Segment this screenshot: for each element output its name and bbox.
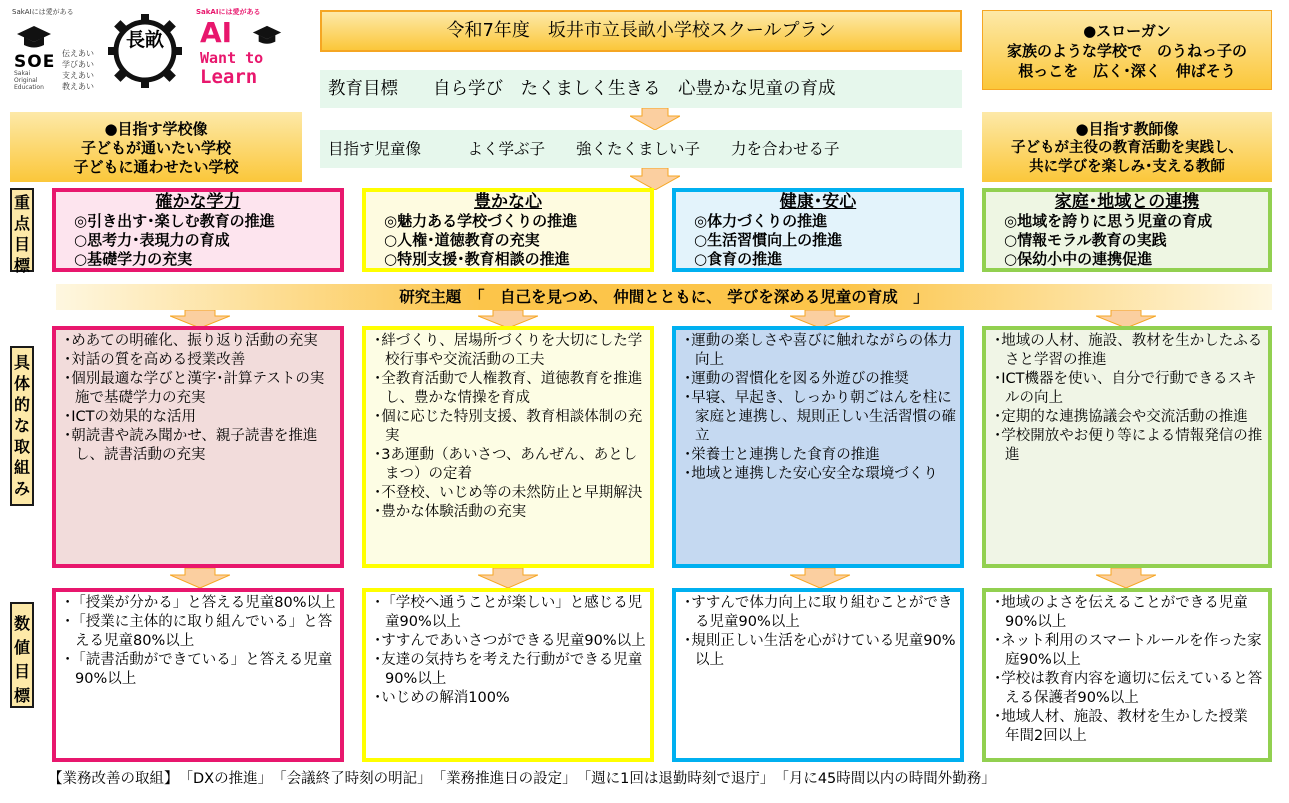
page-title: 令和7年度 坂井市立長畝小学校スクールプラン [446, 20, 836, 41]
targets-heart [362, 588, 654, 762]
action-item: ･不登校、いじめ等の未然防止と早期解決 [374, 485, 643, 501]
slogan-box [982, 10, 1272, 90]
targets-community [982, 588, 1272, 762]
side-char: 組 [13, 458, 30, 477]
action-item: ･ICTの効果的な活用 [64, 409, 197, 425]
action-item: ･学校開放やお便り等による情報発信の推進 [994, 428, 1263, 463]
target-item: ･地域のよさを伝えることができる児童90%以上 [994, 595, 1248, 630]
action-item: ･朝読書や読み聞かせ、親子読書を推進し、読書活動の充実 [64, 428, 318, 463]
actions-community [982, 326, 1272, 568]
child-image-box [320, 130, 962, 168]
target-item: ･「授業が分かる」と答える児童80%以上 [64, 595, 336, 611]
action-item: ･地域と連携した安心安全な環境づくり [684, 466, 938, 482]
action-item: ･定期的な連携協議会や交流活動の推進 [994, 409, 1248, 425]
soe-sub-3: Education [14, 84, 44, 91]
ai-big: AI [200, 16, 233, 49]
down-arrow-icon [1096, 568, 1156, 588]
target-item: ･学校は教育内容を適切に伝えていると答える保護者90%以上 [994, 671, 1263, 706]
action-item: ･3あ運動（あいさつ、あんぜん、あとしまつ）の定着 [374, 447, 638, 482]
goal-item: ◎地域を誇りに思う児童の育成 [1004, 212, 1213, 230]
target-item: ･いじめの解消100% [374, 690, 510, 706]
ai-learn: Learn [200, 66, 258, 88]
side-char: 標 [13, 686, 30, 705]
target-item: ･すすんで体力向上に取り組むことができる児童90%以上 [684, 595, 953, 630]
soe-motto-3: 支えあい [62, 71, 94, 80]
teacher-image-box [982, 112, 1272, 182]
teacher-image-line1: 子どもが主役の教育活動を実践し、 [1011, 140, 1243, 156]
target-item: ･「読書活動ができている」と答える児童90%以上 [64, 652, 333, 687]
goal-item: ○食育の推進 [694, 250, 783, 268]
action-item: ･運動の習慣化を図る外遊びの推奨 [684, 371, 909, 387]
teacher-image-label: ●目指す教師像 [1075, 120, 1179, 138]
slogan-label: ●スローガン [1083, 22, 1171, 40]
actions-heart [362, 326, 654, 568]
goal-item: ○基礎学力の充実 [74, 250, 193, 268]
priority-goal-heart [362, 188, 654, 272]
column-title: 豊かな心 [474, 192, 542, 212]
actions-health [672, 326, 964, 568]
side-char: 的 [13, 395, 30, 414]
target-item: ･ネット利用のスマートルールを作った家庭90%以上 [994, 633, 1262, 668]
soe-tagline: SakAIには愛がある [12, 8, 74, 16]
side-char: 具 [13, 353, 30, 372]
priority-goal-health [672, 188, 964, 272]
school-image-label: ●目指す学校像 [104, 120, 208, 138]
soe-motto-1: 伝えあい [62, 49, 94, 58]
down-arrow-icon [630, 108, 680, 130]
soe-sub-1: Sakai [14, 70, 31, 77]
action-item: ･地域の人材、施設、教材を生かしたふるさと学習の推進 [994, 333, 1263, 368]
goal-item: ○情報モラル教育の実践 [1004, 231, 1167, 249]
side-char: み [13, 479, 30, 498]
emblem-text: 長畝 [125, 29, 164, 51]
actions-academic [52, 326, 344, 568]
action-item: ･絆づくり、居場所づくりを大切にした学校行事や交流活動の工夫 [374, 333, 643, 368]
slogan-line2: 根っこを 広く･深く 伸ばそう [1018, 62, 1236, 80]
target-item: ･地域人材、施設、教材を生かした授業 年間2回以上 [994, 709, 1263, 744]
column-title: 確かな学力 [155, 192, 241, 212]
side-char: 点 [13, 214, 30, 233]
action-item: ･豊かな体験活動の充実 [374, 504, 527, 520]
down-arrow-icon [630, 168, 680, 190]
soe-sub-2: Original [14, 77, 38, 84]
targets-health [672, 588, 964, 762]
school-image-box [10, 112, 302, 182]
priority-goal-academic [52, 188, 344, 272]
down-arrow-icon [790, 568, 850, 588]
goal-item: ○人権･道徳教育の充実 [384, 231, 540, 249]
target-item: ･すすんであいさつができる児童90%以上 [374, 633, 646, 649]
child-image: 目指す児童像 よく学ぶ子 強くたくましい子 力を合わせる子 [328, 140, 840, 158]
soe-logo [12, 8, 102, 91]
action-item: ･個別最適な学びと漢字･計算テストの実施で基礎学力の充実 [64, 371, 325, 406]
mortarboard-icon [16, 24, 52, 50]
teacher-image-line2: 共に学びを楽しみ･支える教師 [1029, 159, 1225, 175]
action-item: ･栄養士と連携した食育の推進 [684, 447, 880, 463]
targets-academic [52, 588, 344, 762]
target-item: ･規則正しい生活を心がけている児童90%以上 [684, 633, 956, 668]
side-char: 数 [13, 614, 30, 633]
goal-item: ◎体力づくりの推進 [694, 212, 828, 230]
goal-item: ○特別支援･教育相談の推進 [384, 250, 570, 268]
side-label-numeric [10, 602, 34, 708]
side-char: 値 [13, 638, 30, 657]
school-image-line2: 子どもに通わせたい学校 [73, 158, 239, 176]
action-item: ･早寝、早起き、しっかり朝ごはんを柱に家庭と連携し、規則正しい生活習慣の確立 [684, 390, 956, 444]
side-char: 標 [13, 256, 30, 275]
side-label-priority [10, 188, 34, 275]
soe-wordmark: SOE [14, 52, 56, 72]
down-arrow-icon [478, 568, 538, 588]
action-item: ･めあての明確化、振り返り活動の充実 [64, 333, 318, 349]
education-goal: 教育目標 自ら学び たくましく生きる 心豊かな児童の育成 [328, 79, 836, 99]
research-theme-bar [56, 284, 1272, 310]
target-item: ･友達の気持ちを考えた行動ができる児童90%以上 [374, 652, 643, 687]
action-item: ･対話の質を高める授業改善 [64, 352, 246, 368]
mortarboard-icon [252, 24, 282, 46]
ai-tagline: SakAIには愛がある [196, 8, 261, 16]
down-arrow-icon [170, 568, 230, 588]
priority-goal-community [982, 188, 1272, 272]
education-goal-box [320, 70, 962, 108]
ai-logo [196, 8, 306, 90]
side-char: 体 [13, 374, 30, 393]
gear-emblem-icon [106, 12, 184, 90]
action-item: ･個に応じた特別支援、教育相談体制の充実 [374, 409, 643, 444]
side-char: 目 [13, 235, 30, 254]
ai-want: Want to [200, 49, 264, 67]
research-theme: 研究主題 「 自己を見つめ、 仲間とともに、 学びを深める児童の育成 」 [399, 288, 929, 306]
goal-item: ○生活習慣向上の推進 [694, 231, 843, 249]
school-image-line1: 子どもが通いたい学校 [80, 139, 231, 157]
target-item: ･「学校へ通うことが楽しい」と感じる児童90%以上 [374, 595, 643, 630]
page-title-box [320, 10, 962, 52]
slogan-line1: 家族のような学校で のうねっ子の [1006, 42, 1247, 60]
goal-item: ◎引き出す･楽しむ教育の推進 [74, 212, 275, 230]
footer-work-reform: 【業務改善の取組】 「DXの推進」 「会議終了時刻の明記」 「業務推進日の設定」 「週に1回は退勤時刻で退庁」 「月に45時間以内の時間外勤務」 [48, 771, 996, 787]
side-label-concrete [10, 346, 34, 506]
column-title: 家庭･地域との連携 [1054, 192, 1200, 212]
soe-motto-4: 教えあい [62, 82, 94, 91]
target-item: ･「授業に主体的に取り組んでいる」と答える児童80%以上 [64, 614, 333, 649]
school-emblem [106, 12, 184, 90]
side-char: な [13, 416, 30, 435]
goal-item: ○思考力･表現力の育成 [74, 231, 230, 249]
column-title: 健康･安心 [779, 192, 857, 212]
side-char: 重 [13, 193, 30, 212]
soe-motto-2: 学びあい [62, 60, 94, 69]
side-char: 目 [13, 662, 30, 681]
action-item: ･全教育活動で人権教育、道徳教育を推進し、豊かな情操を育成 [374, 371, 643, 406]
action-item: ･ICT機器を使い、自分で行動できるスキルの向上 [994, 371, 1257, 406]
goal-item: ○保幼小中の連携促進 [1004, 250, 1153, 268]
side-char: 取 [13, 437, 30, 456]
goal-item: ◎魅力ある学校づくりの推進 [384, 212, 578, 230]
action-item: ･運動の楽しさや喜びに触れながらの体力向上 [684, 333, 953, 368]
